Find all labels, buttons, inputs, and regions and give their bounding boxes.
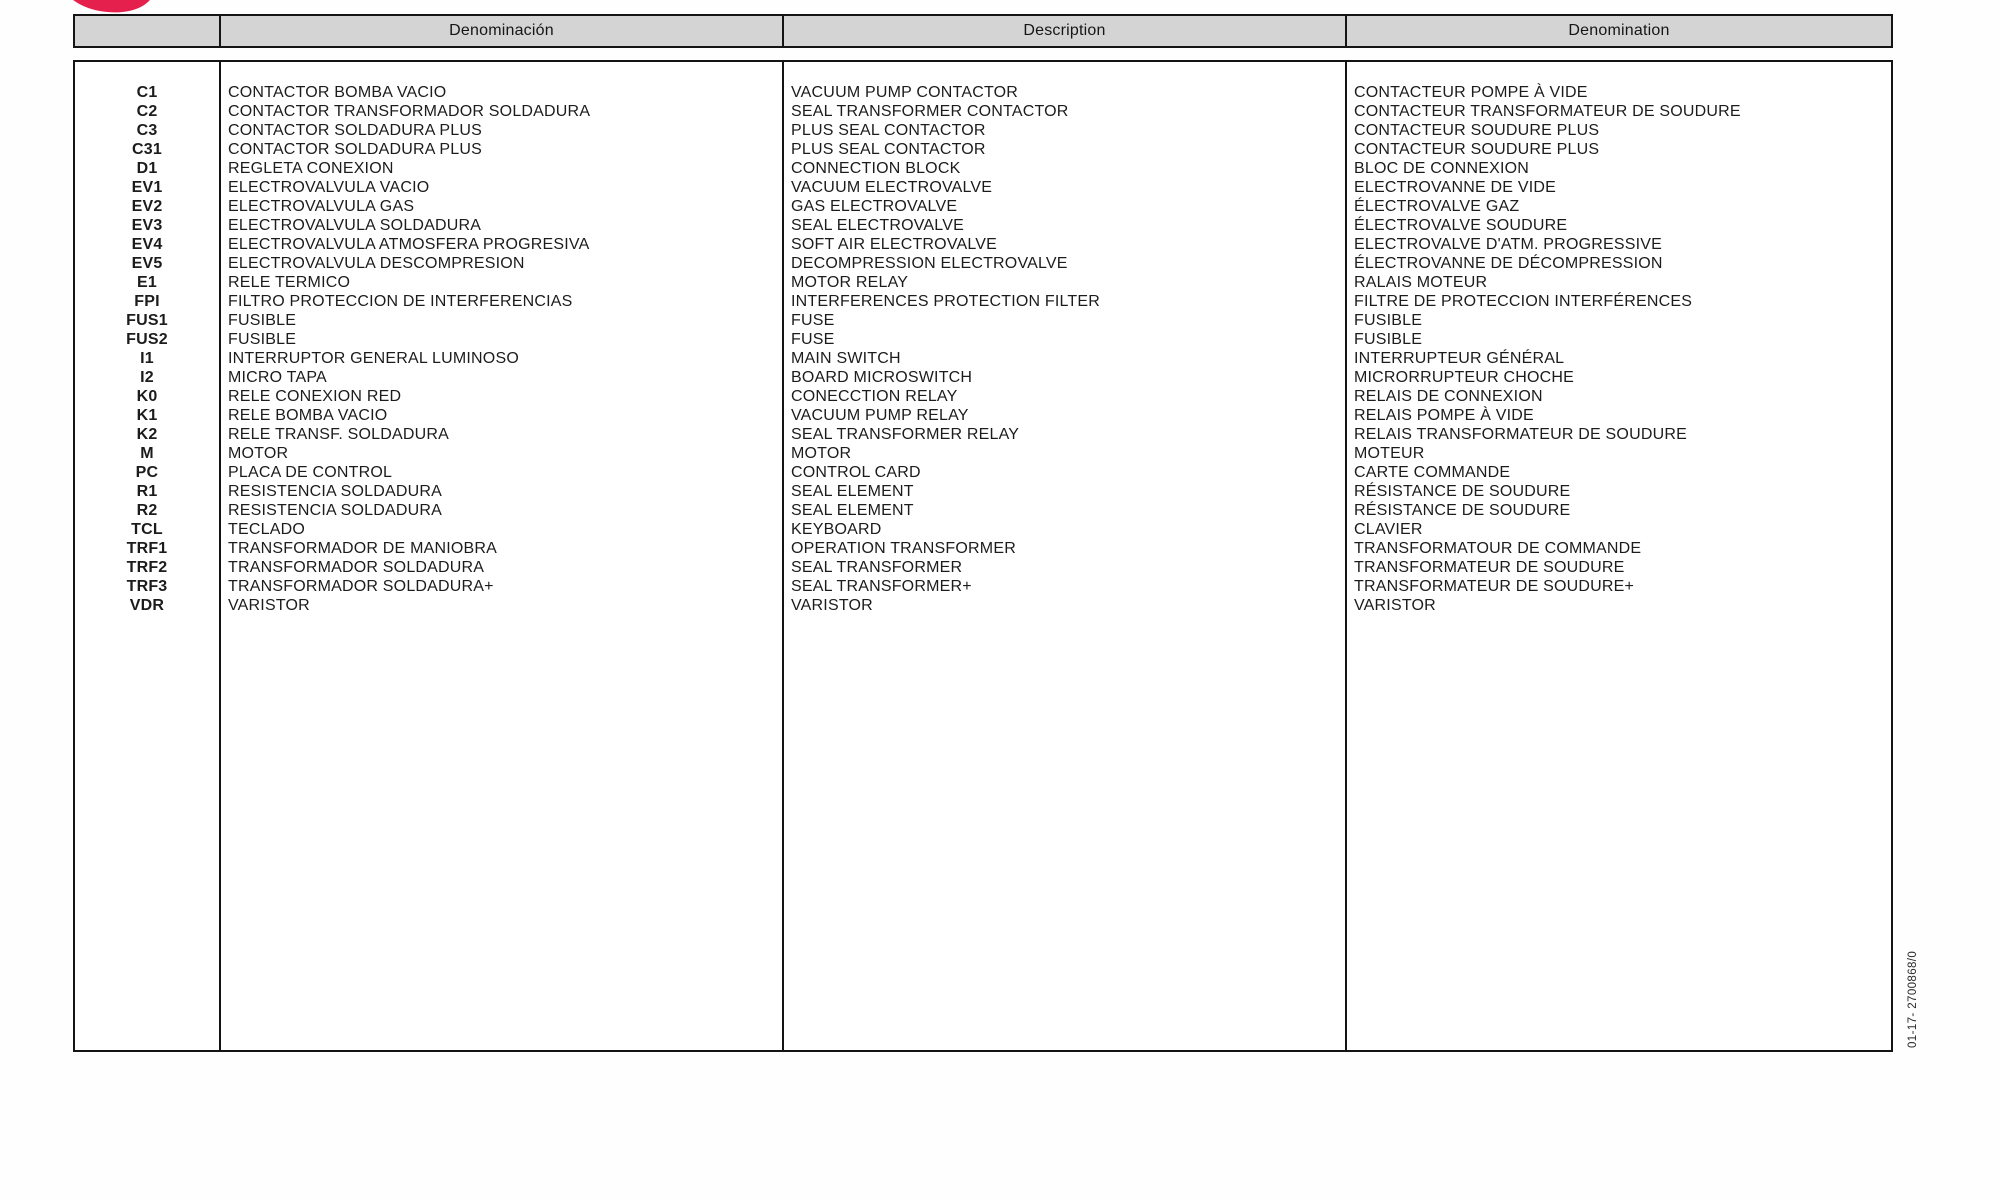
cell-description: PLUS SEAL CONTACTOR xyxy=(791,141,986,158)
cell-denomination: TRANSFORMATOUR DE COMMANDE xyxy=(1354,540,1642,557)
cell-denominacion: VARISTOR xyxy=(228,597,310,614)
cell-description: SEAL ELEMENT xyxy=(791,502,914,519)
document-reference: 01-17- 2700868/0 xyxy=(1907,950,1919,1048)
cell-denominacion: RELE BOMBA VACIO xyxy=(228,407,388,424)
cell-description: BOARD MICROSWITCH xyxy=(791,369,973,386)
cell-code: FUS1 xyxy=(126,312,168,329)
cell-description: MOTOR RELAY xyxy=(791,274,909,291)
cell-denominacion: PLACA DE CONTROL xyxy=(228,464,393,481)
cell-denominacion: TECLADO xyxy=(228,521,305,538)
cell-denomination: MOTEUR xyxy=(1354,445,1425,462)
cell-description: KEYBOARD xyxy=(791,521,882,538)
cell-denominacion: RELE TERMICO xyxy=(228,274,351,291)
cell-denomination: ELECTROVALVE D'ATM. PROGRESSIVE xyxy=(1354,236,1662,253)
cell-code: TRF3 xyxy=(126,578,168,595)
parts-legend-table xyxy=(73,60,1893,1052)
cell-code: D1 xyxy=(136,160,158,177)
cell-code: C2 xyxy=(136,103,158,120)
cell-denomination: TRANSFORMATEUR DE SOUDURE+ xyxy=(1354,578,1635,595)
cell-denominacion: MICRO TAPA xyxy=(228,369,327,386)
cell-denominacion: ELECTROVALVULA SOLDADURA xyxy=(228,217,482,234)
cell-denomination: ÉLECTROVALVE SOUDURE xyxy=(1354,217,1568,234)
cell-code: C31 xyxy=(132,141,162,158)
cell-denominacion: MOTOR xyxy=(228,445,289,462)
cell-denomination: RELAIS TRANSFORMATEUR DE SOUDURE xyxy=(1354,426,1687,443)
cell-description: VACUUM PUMP CONTACTOR xyxy=(791,84,1019,101)
cell-code: EV4 xyxy=(131,236,163,253)
cell-denomination: FUSIBLE xyxy=(1354,331,1423,348)
cell-code: C3 xyxy=(136,122,158,139)
cell-denomination: TRANSFORMATEUR DE SOUDURE xyxy=(1354,559,1625,576)
table-header xyxy=(73,14,1893,48)
cell-denomination: CONTACTEUR TRANSFORMATEUR DE SOUDURE xyxy=(1354,103,1741,120)
header-denominacion: Denominación xyxy=(221,16,784,46)
cell-code: I1 xyxy=(140,350,154,367)
cell-denomination: MICRORRUPTEUR CHOCHE xyxy=(1354,369,1574,386)
cell-description: SEAL TRANSFORMER RELAY xyxy=(791,426,1020,443)
cell-denominacion: TRANSFORMADOR SOLDADURA xyxy=(228,559,485,576)
cell-denomination: RELAIS POMPE À VIDE xyxy=(1354,407,1534,424)
cell-code: K1 xyxy=(136,407,158,424)
cell-description: PLUS SEAL CONTACTOR xyxy=(791,122,986,139)
cell-denomination: RELAIS DE CONNEXION xyxy=(1354,388,1543,405)
cell-code: VDR xyxy=(129,597,165,614)
cell-code: K0 xyxy=(136,388,158,405)
cell-denomination: RÉSISTANCE DE SOUDURE xyxy=(1354,502,1571,519)
cell-denomination: INTERRUPTEUR GÉNÉRAL xyxy=(1354,350,1565,367)
cell-description: VACUUM PUMP RELAY xyxy=(791,407,969,424)
cell-denomination: ELECTROVANNE DE VIDE xyxy=(1354,179,1556,196)
cell-code: M xyxy=(140,445,154,462)
cell-description: SEAL TRANSFORMER CONTACTOR xyxy=(791,103,1069,120)
cell-description: SEAL TRANSFORMER xyxy=(791,559,963,576)
cell-denominacion: ELECTROVALVULA VACIO xyxy=(228,179,430,196)
cell-denominacion: CONTACTOR SOLDADURA PLUS xyxy=(228,122,483,139)
cell-denomination: RALAIS MOTEUR xyxy=(1354,274,1488,291)
cell-denomination: VARISTOR xyxy=(1354,597,1436,614)
column-code xyxy=(75,62,221,1050)
cell-description: SOFT AIR ELECTROVALVE xyxy=(791,236,998,253)
cell-denominacion: RESISTENCIA SOLDADURA xyxy=(228,483,443,500)
cell-code: R2 xyxy=(136,502,158,519)
cell-denominacion: TRANSFORMADOR DE MANIOBRA xyxy=(228,540,498,557)
cell-denominacion: REGLETA CONEXION xyxy=(228,160,394,177)
cell-denominacion: ELECTROVALVULA ATMOSFERA PROGRESIVA xyxy=(228,236,590,253)
cell-denomination: ÉLECTROVALVE GAZ xyxy=(1354,198,1520,215)
cell-denominacion: CONTACTOR SOLDADURA PLUS xyxy=(228,141,483,158)
cell-denomination: CONTACTEUR POMPE À VIDE xyxy=(1354,84,1588,101)
cell-denominacion: RELE CONEXION RED xyxy=(228,388,402,405)
cell-code: FUS2 xyxy=(126,331,168,348)
header-description: Description xyxy=(784,16,1347,46)
cell-description: FUSE xyxy=(791,331,835,348)
cell-denomination: BLOC DE CONNEXION xyxy=(1354,160,1529,177)
cell-denomination: CLAVIER xyxy=(1354,521,1423,538)
cell-denomination: CARTE COMMANDE xyxy=(1354,464,1511,481)
cell-description: VARISTOR xyxy=(791,597,873,614)
cell-description: FUSE xyxy=(791,312,835,329)
cell-description: GAS ELECTROVALVE xyxy=(791,198,958,215)
cell-code: E1 xyxy=(137,274,157,291)
cell-denominacion: RELE TRANSF. SOLDADURA xyxy=(228,426,450,443)
column-description xyxy=(784,62,1347,1050)
cell-denominacion: CONTACTOR BOMBA VACIO xyxy=(228,84,447,101)
cell-code: PC xyxy=(135,464,159,481)
cell-denominacion: TRANSFORMADOR SOLDADURA+ xyxy=(228,578,494,595)
cell-code: EV2 xyxy=(131,198,163,215)
cell-code: TCL xyxy=(131,521,163,538)
cell-denomination: RÉSISTANCE DE SOUDURE xyxy=(1354,483,1571,500)
cell-code: I2 xyxy=(140,369,154,386)
cell-description: SEAL ELEMENT xyxy=(791,483,914,500)
cell-description: SEAL TRANSFORMER+ xyxy=(791,578,972,595)
cell-code: EV5 xyxy=(131,255,163,272)
cell-description: MAIN SWITCH xyxy=(791,350,901,367)
cell-code: TRF2 xyxy=(126,559,168,576)
cell-denominacion: ELECTROVALVULA DESCOMPRESION xyxy=(228,255,525,272)
cell-denomination: FUSIBLE xyxy=(1354,312,1423,329)
column-denominacion xyxy=(221,62,784,1050)
cell-denominacion: FUSIBLE xyxy=(228,331,297,348)
cell-denomination: ÉLECTROVANNE DE DÉCOMPRESSION xyxy=(1354,255,1663,272)
cell-denomination: CONTACTEUR SOUDURE PLUS xyxy=(1354,122,1600,139)
cell-denominacion: CONTACTOR TRANSFORMADOR SOLDADURA xyxy=(228,103,591,120)
cell-description: MOTOR xyxy=(791,445,852,462)
cell-denominacion: RESISTENCIA SOLDADURA xyxy=(228,502,443,519)
cell-code: C1 xyxy=(136,84,158,101)
cell-description: DECOMPRESSION ELECTROVALVE xyxy=(791,255,1068,272)
cell-description: SEAL ELECTROVALVE xyxy=(791,217,964,234)
cell-code: FPI xyxy=(134,293,160,310)
cell-code: EV1 xyxy=(131,179,163,196)
cell-denomination: CONTACTEUR SOUDURE PLUS xyxy=(1354,141,1600,158)
cell-denominacion: FILTRO PROTECCION DE INTERFERENCIAS xyxy=(228,293,573,310)
cell-denomination: FILTRE DE PROTECCION INTERFÉRENCES xyxy=(1354,293,1693,310)
header-code-column xyxy=(75,16,221,46)
cell-denominacion: FUSIBLE xyxy=(228,312,297,329)
cell-denominacion: INTERRUPTOR GENERAL LUMINOSO xyxy=(228,350,519,367)
cell-description: CONTROL CARD xyxy=(791,464,921,481)
column-denomination xyxy=(1347,62,1891,1050)
cell-description: CONECCTION RELAY xyxy=(791,388,958,405)
cell-code: TRF1 xyxy=(126,540,168,557)
cell-description: CONNECTION BLOCK xyxy=(791,160,961,177)
cell-description: VACUUM ELECTROVALVE xyxy=(791,179,993,196)
cell-code: K2 xyxy=(136,426,158,443)
cell-denominacion: ELECTROVALVULA GAS xyxy=(228,198,415,215)
cell-code: R1 xyxy=(136,483,158,500)
cell-description: INTERFERENCES PROTECTION FILTER xyxy=(791,293,1101,310)
cell-code: EV3 xyxy=(131,217,163,234)
cell-description: OPERATION TRANSFORMER xyxy=(791,540,1016,557)
header-denomination: Denomination xyxy=(1568,22,1670,39)
